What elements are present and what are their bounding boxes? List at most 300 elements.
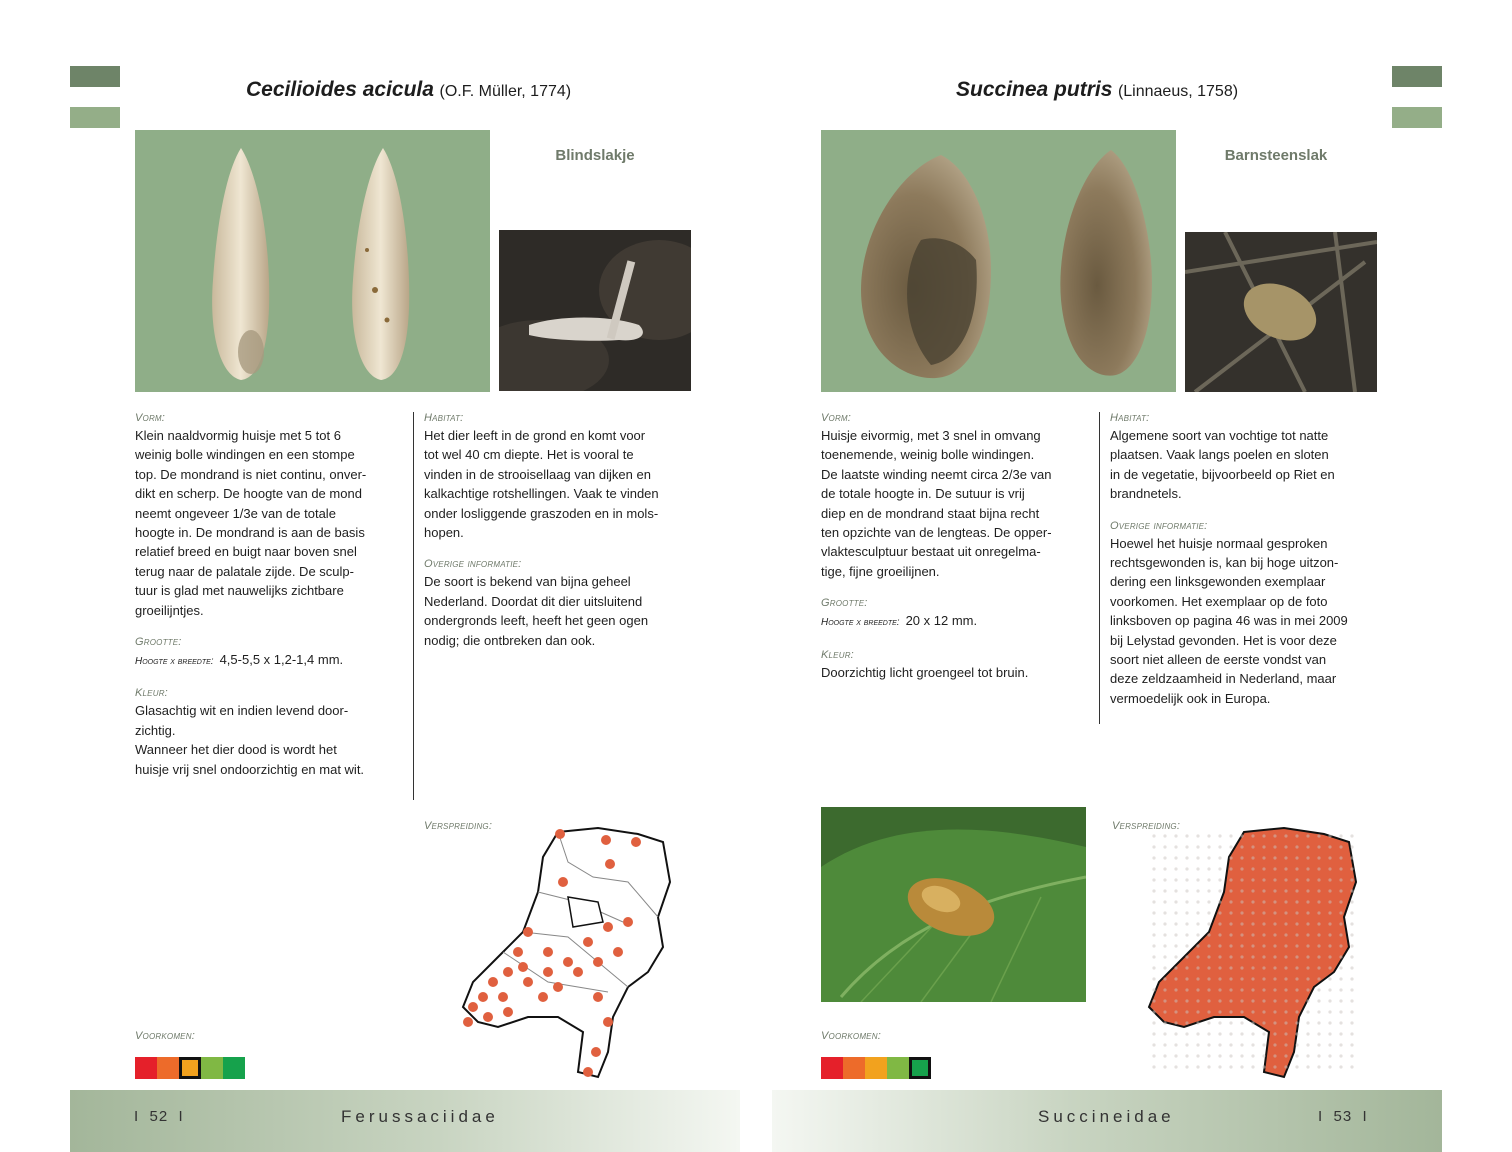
right-text-column-2 — [1110, 412, 1385, 708]
map-grid-dot — [1229, 1065, 1232, 1068]
right-overige-text: Hoewel het huisje normaal gesproken rechtsgewonden is, kan bij hoge uitzon- dering een linksgewonden exemplaar voorkomen. Het exemplaar op de foto linksboven op pagina 46 was in mei 2009 bij Lelystad gevonden. Het is voor deze soort niet alleen de eerste vondst van deze zeldzaamheid in Nederland, maar vermoedelijk ook in Europa. — [1110, 535, 1348, 706]
map-grid-dot — [1240, 999, 1243, 1002]
map-grid-dot — [1273, 1021, 1276, 1024]
left-column-divider — [413, 412, 414, 800]
map-grid-dot — [1174, 856, 1177, 859]
left-overige-label: Overige informatie: — [424, 558, 522, 571]
map-grid-dot — [1152, 966, 1155, 969]
map-grid-dot — [1229, 867, 1232, 870]
map-grid-dot — [1251, 911, 1254, 914]
map-grid-dot — [1152, 856, 1155, 859]
right-common-name: Barnsteenslak — [1224, 147, 1328, 164]
map-grid-dot — [1317, 878, 1320, 881]
map-grid-dot — [1262, 878, 1265, 881]
map-grid-dot — [1196, 999, 1199, 1002]
map-grid-dot — [1306, 933, 1309, 936]
map-grid-dot — [1152, 911, 1155, 914]
map-grid-dot — [1207, 1054, 1210, 1057]
map-grid-dot — [1350, 1021, 1353, 1024]
map-grid-dot — [1240, 977, 1243, 980]
map-grid-dot — [1317, 845, 1320, 848]
voorkomen-cell — [157, 1057, 179, 1079]
map-grid-dot — [1152, 900, 1155, 903]
map-grid-dot — [1339, 966, 1342, 969]
map-grid-dot — [1152, 878, 1155, 881]
map-grid-dot — [1152, 1032, 1155, 1035]
map-grid-dot — [1163, 900, 1166, 903]
map-grid-dot — [1240, 1032, 1243, 1035]
map-grid-dot — [1284, 988, 1287, 991]
map-grid-dot — [1218, 922, 1221, 925]
map-grid-dot — [1328, 889, 1331, 892]
map-grid-dot — [1185, 900, 1188, 903]
map-grid-dot — [1251, 834, 1254, 837]
map-grid-dot — [1350, 911, 1353, 914]
map-grid-dot — [1218, 1065, 1221, 1068]
map-grid-dot — [1251, 900, 1254, 903]
map-grid-dot — [1295, 955, 1298, 958]
map-grid-dot — [1328, 834, 1331, 837]
map-grid-dot — [1273, 955, 1276, 958]
map-grid-dot — [1251, 878, 1254, 881]
map-grid-dot — [1328, 1043, 1331, 1046]
map-grid-dot — [1295, 856, 1298, 859]
map-grid-dot — [1350, 856, 1353, 859]
left-text-column-1 — [135, 412, 405, 779]
map-grid-dot — [1317, 977, 1320, 980]
map-dot — [538, 992, 548, 1002]
left-map-dots — [448, 822, 678, 1082]
map-grid-dot — [1284, 999, 1287, 1002]
map-grid-dot — [1262, 977, 1265, 980]
map-grid-dot — [1251, 845, 1254, 848]
map-grid-dot — [1240, 900, 1243, 903]
map-grid-dot — [1339, 933, 1342, 936]
map-grid-dot — [1185, 878, 1188, 881]
map-grid-dot — [1317, 988, 1320, 991]
map-grid-dot — [1317, 1054, 1320, 1057]
map-grid-dot — [1240, 845, 1243, 848]
map-dot — [513, 947, 523, 957]
map-grid-dot — [1317, 1032, 1320, 1035]
right-live-photo — [1185, 232, 1377, 392]
map-grid-dot — [1273, 1010, 1276, 1013]
map-grid-dot — [1174, 845, 1177, 848]
map-grid-dot — [1196, 1054, 1199, 1057]
map-grid-dot — [1196, 1021, 1199, 1024]
map-grid-dot — [1185, 834, 1188, 837]
map-grid-dot — [1262, 1021, 1265, 1024]
map-grid-dot — [1328, 878, 1331, 881]
map-grid-dot — [1273, 977, 1276, 980]
map-dot — [558, 877, 568, 887]
map-grid-dot — [1339, 1021, 1342, 1024]
map-grid-dot — [1152, 955, 1155, 958]
map-grid-dot — [1350, 966, 1353, 969]
left-latin-name: Cecilioides acicula — [246, 78, 434, 101]
map-grid-dot — [1328, 999, 1331, 1002]
map-grid-dot — [1218, 834, 1221, 837]
map-grid-dot — [1229, 878, 1232, 881]
map-grid-dot — [1174, 933, 1177, 936]
map-grid-dot — [1317, 1010, 1320, 1013]
map-grid-dot — [1317, 1043, 1320, 1046]
map-grid-dot — [1262, 1032, 1265, 1035]
map-grid-dot — [1229, 999, 1232, 1002]
right-family-name: Succineidae — [1038, 1107, 1175, 1126]
map-grid-dot — [1350, 1043, 1353, 1046]
voorkomen-cell — [887, 1057, 909, 1079]
right-kleur-label: Kleur: — [821, 648, 854, 661]
left-live-photo — [499, 230, 691, 391]
map-dot — [583, 1067, 593, 1077]
map-dot — [543, 967, 553, 977]
map-grid-dot — [1273, 1043, 1276, 1046]
map-grid-dot — [1240, 966, 1243, 969]
map-grid-dot — [1295, 867, 1298, 870]
map-grid-dot — [1350, 944, 1353, 947]
left-voorkomen-scale — [135, 1057, 245, 1079]
map-grid-dot — [1251, 1065, 1254, 1068]
map-grid-dot — [1317, 944, 1320, 947]
map-grid-dot — [1240, 911, 1243, 914]
map-grid-dot — [1350, 933, 1353, 936]
map-grid-dot — [1262, 1010, 1265, 1013]
map-grid-dot — [1284, 1054, 1287, 1057]
map-grid-dot — [1229, 911, 1232, 914]
map-grid-dot — [1339, 845, 1342, 848]
map-grid-dot — [1273, 944, 1276, 947]
map-grid-dot — [1284, 878, 1287, 881]
voorkomen-cell — [135, 1057, 157, 1079]
map-grid-dot — [1328, 1032, 1331, 1035]
map-grid-dot — [1207, 1043, 1210, 1046]
left-kleur-text: Glasachtig wit en indien levend door- zichtig. Wanneer het dier dood is wordt het huisje vrij snel ondoorzichtig en mat wit. — [135, 703, 365, 777]
map-dot — [518, 962, 528, 972]
map-grid-dot — [1328, 944, 1331, 947]
map-grid-dot — [1196, 977, 1199, 980]
map-grid-dot — [1218, 878, 1221, 881]
map-grid-dot — [1196, 1065, 1199, 1068]
map-grid-dot — [1251, 1021, 1254, 1024]
map-grid-dot — [1328, 856, 1331, 859]
map-grid-dot — [1339, 1043, 1342, 1046]
right-overige-label: Overige informatie: — [1110, 519, 1208, 532]
map-grid-dot — [1207, 955, 1210, 958]
map-grid-dot — [1328, 1010, 1331, 1013]
map-grid-dot — [1185, 1010, 1188, 1013]
right-tab-light — [1392, 107, 1442, 128]
voorkomen-cell — [179, 1057, 201, 1079]
map-grid-dot — [1163, 845, 1166, 848]
map-grid-dot — [1306, 944, 1309, 947]
map-grid-dot — [1185, 856, 1188, 859]
map-grid-dot — [1262, 867, 1265, 870]
left-distribution-map — [448, 822, 678, 1082]
map-grid-dot — [1262, 900, 1265, 903]
map-grid-dot — [1163, 878, 1166, 881]
left-overige-text: De soort is bekend van bijna geheel Nederland. Doordat dit dier uitsluitend ondergronds leeft, heeft het geen ogen nodig; die ontbreken dan ook. — [424, 574, 649, 648]
voorkomen-cell — [201, 1057, 223, 1079]
map-grid-dot — [1240, 867, 1243, 870]
map-grid-dot — [1306, 922, 1309, 925]
map-grid-dot — [1339, 988, 1342, 991]
map-grid-dot — [1350, 1065, 1353, 1068]
left-family-name: Ferussaciidae — [341, 1107, 499, 1126]
map-grid-dot — [1273, 922, 1276, 925]
map-dot — [631, 837, 641, 847]
map-grid-dot — [1284, 1032, 1287, 1035]
map-dot — [603, 922, 613, 932]
map-grid-dot — [1284, 933, 1287, 936]
map-grid-dot — [1339, 1054, 1342, 1057]
map-grid-dot — [1295, 900, 1298, 903]
map-grid-dot — [1273, 999, 1276, 1002]
map-grid-dot — [1350, 845, 1353, 848]
map-grid-dot — [1185, 911, 1188, 914]
right-voorkomen-label: Voorkomen: — [821, 1030, 881, 1042]
map-grid-dot — [1328, 955, 1331, 958]
map-grid-dot — [1207, 977, 1210, 980]
map-grid-dot — [1273, 867, 1276, 870]
map-grid-dot — [1306, 1043, 1309, 1046]
map-grid-dot — [1218, 1043, 1221, 1046]
map-grid-dot — [1218, 988, 1221, 991]
map-grid-dot — [1273, 1065, 1276, 1068]
map-grid-dot — [1350, 834, 1353, 837]
map-grid-dot — [1196, 966, 1199, 969]
map-grid-dot — [1306, 999, 1309, 1002]
map-grid-dot — [1240, 1021, 1243, 1024]
map-grid-dot — [1295, 1021, 1298, 1024]
map-grid-dot — [1152, 1010, 1155, 1013]
map-grid-dot — [1284, 1021, 1287, 1024]
voorkomen-cell — [223, 1057, 245, 1079]
map-grid-dot — [1262, 1054, 1265, 1057]
map-grid-dot — [1339, 889, 1342, 892]
map-grid-dot — [1251, 1054, 1254, 1057]
map-grid-dot — [1174, 988, 1177, 991]
map-grid-dot — [1350, 889, 1353, 892]
map-grid-dot — [1152, 944, 1155, 947]
map-grid-dot — [1207, 1010, 1210, 1013]
map-grid-dot — [1284, 889, 1287, 892]
map-dot — [498, 992, 508, 1002]
map-grid-dot — [1251, 955, 1254, 958]
map-grid-dot — [1185, 955, 1188, 958]
map-grid-dot — [1196, 933, 1199, 936]
map-grid-dot — [1240, 922, 1243, 925]
right-habitat-label: Habitat: — [1110, 412, 1150, 424]
left-tab-light — [70, 107, 120, 128]
map-grid-dot — [1262, 933, 1265, 936]
map-grid-dot — [1262, 911, 1265, 914]
map-grid-dot — [1196, 911, 1199, 914]
map-dot — [503, 967, 513, 977]
map-grid-dot — [1207, 922, 1210, 925]
map-grid-dot — [1218, 966, 1221, 969]
map-grid-dot — [1295, 911, 1298, 914]
map-grid-dot — [1174, 889, 1177, 892]
map-grid-dot — [1306, 1065, 1309, 1068]
map-grid-dot — [1350, 867, 1353, 870]
map-grid-dot — [1196, 988, 1199, 991]
map-grid-dot — [1185, 1032, 1188, 1035]
map-grid-dot — [1207, 834, 1210, 837]
map-grid-dot — [1152, 922, 1155, 925]
map-grid-dot — [1185, 922, 1188, 925]
map-dot — [573, 967, 583, 977]
map-grid-dot — [1185, 867, 1188, 870]
map-grid-dot — [1339, 900, 1342, 903]
map-grid-dot — [1306, 845, 1309, 848]
map-grid-dot — [1317, 889, 1320, 892]
map-grid-dot — [1284, 955, 1287, 958]
map-grid-dot — [1174, 999, 1177, 1002]
map-grid-dot — [1339, 867, 1342, 870]
map-grid-dot — [1163, 867, 1166, 870]
map-grid-dot — [1339, 878, 1342, 881]
left-species-title — [246, 78, 571, 102]
map-grid-dot — [1328, 1054, 1331, 1057]
map-grid-dot — [1284, 856, 1287, 859]
map-grid-dot — [1229, 944, 1232, 947]
map-grid-dot — [1185, 999, 1188, 1002]
map-grid-dot — [1262, 988, 1265, 991]
map-grid-dot — [1185, 988, 1188, 991]
right-grootte-row — [821, 611, 1091, 632]
map-grid-dot — [1152, 1043, 1155, 1046]
map-grid-dot — [1273, 834, 1276, 837]
map-grid-dot — [1306, 966, 1309, 969]
voorkomen-cell — [843, 1057, 865, 1079]
map-grid-dot — [1350, 1054, 1353, 1057]
map-grid-dot — [1295, 834, 1298, 837]
map-grid-dot — [1229, 1043, 1232, 1046]
map-grid-dot — [1163, 856, 1166, 859]
map-dot — [583, 937, 593, 947]
map-grid-dot — [1262, 955, 1265, 958]
map-grid-dot — [1174, 834, 1177, 837]
map-grid-dot — [1328, 845, 1331, 848]
map-grid-dot — [1240, 1054, 1243, 1057]
map-grid-dot — [1152, 933, 1155, 936]
map-grid-dot — [1196, 922, 1199, 925]
map-grid-dot — [1240, 834, 1243, 837]
map-grid-dot — [1185, 944, 1188, 947]
map-grid-dot — [1152, 1021, 1155, 1024]
map-grid-dot — [1174, 900, 1177, 903]
map-grid-dot — [1229, 1054, 1232, 1057]
map-grid-dot — [1218, 889, 1221, 892]
map-grid-dot — [1350, 922, 1353, 925]
map-grid-dot — [1295, 944, 1298, 947]
right-text-column-1 — [821, 412, 1091, 682]
map-grid-dot — [1174, 1021, 1177, 1024]
map-grid-dot — [1295, 966, 1298, 969]
right-grootte-value: 20 x 12 mm. — [905, 613, 978, 629]
map-grid-dot — [1284, 834, 1287, 837]
map-grid-dot — [1273, 933, 1276, 936]
left-grootte-value: 4,5-5,5 x 1,2-1,4 mm. — [219, 652, 344, 668]
map-grid-dot — [1163, 955, 1166, 958]
map-grid-dot — [1174, 966, 1177, 969]
map-grid-dot — [1240, 1043, 1243, 1046]
map-grid-dot — [1207, 944, 1210, 947]
map-grid-dot — [1229, 977, 1232, 980]
map-grid-dot — [1207, 845, 1210, 848]
right-vorm-text: Huisje eivormig, met 3 snel in omvang toenemende, weinig bolle windingen. De laatste winding neemt circa 2/3e van de totale hoogte in. De sutuur is vrij diep en de mondrand staat bijna recht ten opzichte van de lengteas. De opper- vlaktesculptuur bestaat uit onregelma- tige, fijne groeilijnen. — [821, 428, 1052, 579]
map-grid-dot — [1163, 889, 1166, 892]
map-grid-dot — [1196, 944, 1199, 947]
map-grid-dot — [1163, 999, 1166, 1002]
map-grid-dot — [1218, 977, 1221, 980]
map-grid-dot — [1284, 944, 1287, 947]
right-grootte-label: Grootte: — [821, 597, 868, 610]
map-grid-dot — [1251, 922, 1254, 925]
map-grid-dot — [1218, 1054, 1221, 1057]
map-grid-dot — [1163, 933, 1166, 936]
map-grid-dot — [1163, 1043, 1166, 1046]
map-grid-dot — [1229, 1032, 1232, 1035]
right-latin-name: Succinea putris — [956, 78, 1113, 101]
map-grid-dot — [1185, 1043, 1188, 1046]
left-kleur-label: Kleur: — [135, 687, 168, 700]
map-grid-dot — [1273, 966, 1276, 969]
map-grid-dot — [1229, 889, 1232, 892]
right-shell-photo — [821, 130, 1176, 392]
map-grid-dot — [1185, 845, 1188, 848]
map-grid-dot — [1185, 1054, 1188, 1057]
map-grid-dot — [1163, 944, 1166, 947]
map-dot — [603, 1017, 613, 1027]
map-grid-dot — [1174, 977, 1177, 980]
map-grid-dot — [1240, 1010, 1243, 1013]
map-grid-dot — [1284, 1065, 1287, 1068]
map-grid-dot — [1317, 933, 1320, 936]
map-grid-dot — [1185, 933, 1188, 936]
map-grid-dot — [1152, 1054, 1155, 1057]
map-grid-dot — [1295, 1065, 1298, 1068]
map-grid-dot — [1306, 834, 1309, 837]
right-kleur-text: Doorzichtig licht groengeel tot bruin. — [821, 664, 1029, 680]
map-grid-dot — [1262, 944, 1265, 947]
map-grid-dot — [1295, 845, 1298, 848]
map-grid-dot — [1152, 834, 1155, 837]
map-grid-dot — [1328, 988, 1331, 991]
map-dot — [591, 1047, 601, 1057]
map-grid-dot — [1295, 1010, 1298, 1013]
map-grid-dot — [1229, 988, 1232, 991]
map-grid-dot — [1284, 1010, 1287, 1013]
map-grid-dot — [1295, 977, 1298, 980]
map-grid-dot — [1306, 955, 1309, 958]
map-grid-dot — [1207, 856, 1210, 859]
left-shell-illustration — [135, 130, 490, 392]
map-grid-dot — [1317, 911, 1320, 914]
map-grid-dot — [1174, 878, 1177, 881]
map-grid-dot — [1273, 845, 1276, 848]
map-grid-dot — [1152, 988, 1155, 991]
right-author: (Linnaeus, 1758) — [1117, 83, 1239, 100]
map-grid-dot — [1328, 867, 1331, 870]
map-grid-dot — [1174, 955, 1177, 958]
map-grid-dot — [1196, 845, 1199, 848]
left-common-name: Blindslakje — [555, 147, 635, 164]
map-grid-dot — [1306, 988, 1309, 991]
map-dot — [605, 859, 615, 869]
map-grid-dot — [1229, 834, 1232, 837]
